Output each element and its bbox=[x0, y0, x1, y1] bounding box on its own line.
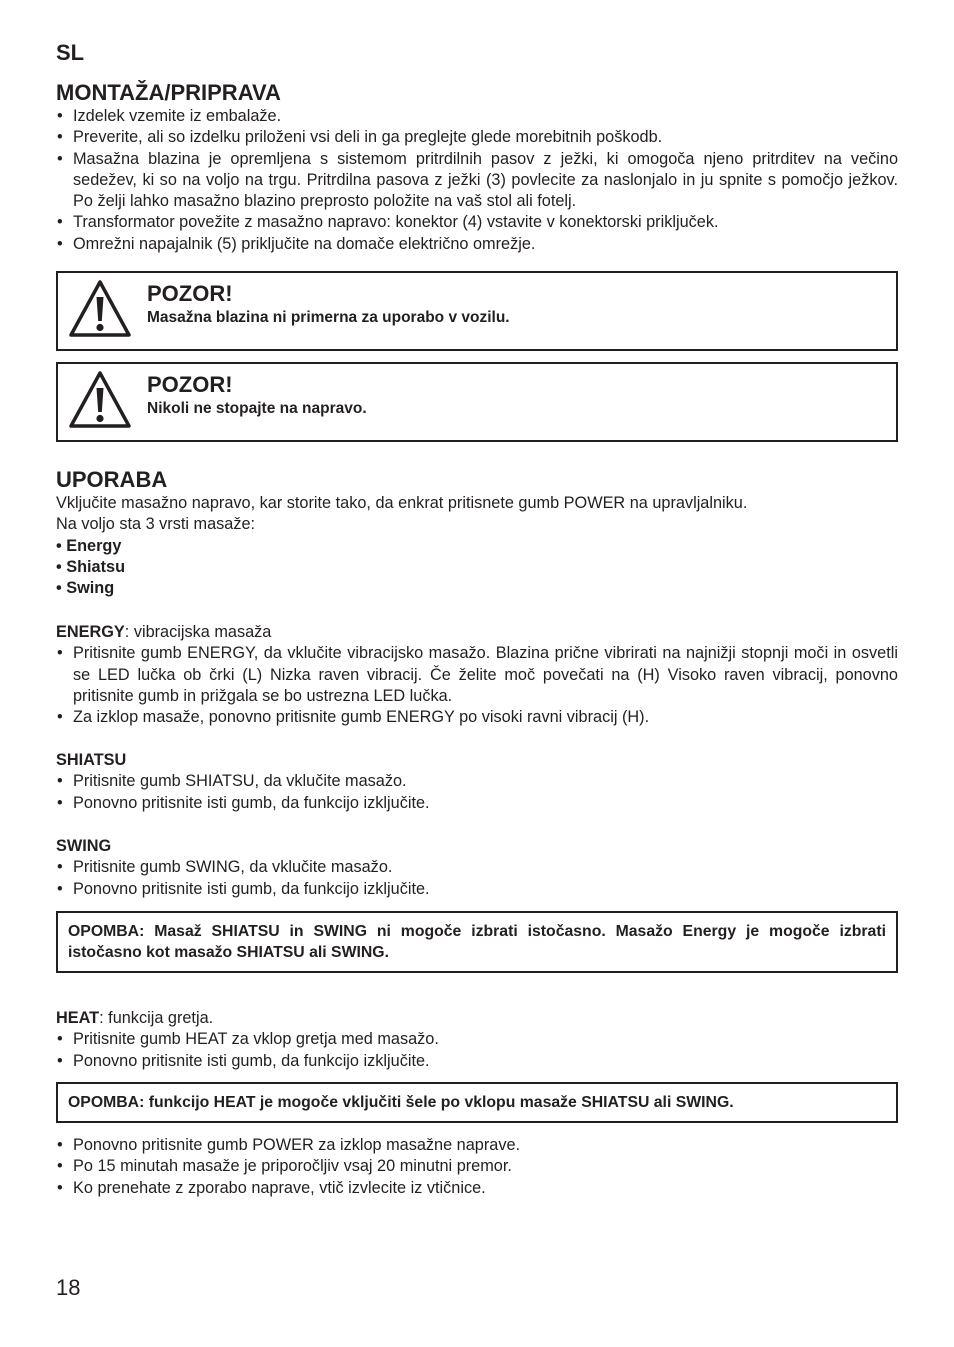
list-item: • Pritisnite gumb SWING, da vklučite masažo. bbox=[56, 857, 898, 878]
warning-triangle-icon bbox=[68, 279, 132, 339]
section-shiatsu bbox=[56, 750, 898, 814]
section-final bbox=[56, 1135, 898, 1199]
final-list bbox=[56, 1135, 898, 1199]
shiatsu-list bbox=[56, 771, 898, 814]
language-code: SL bbox=[56, 40, 85, 65]
energy-list bbox=[56, 643, 898, 728]
list-item: • Pritisnite gumb ENERGY, da vklučite vibracijsko masažo. Blazina prične vibrirati na najnižji stopnji moči in osvetli se LED lučka ob črki (L) Nizka raven vibracij. Če želite moč povečati na (H) Visoko raven vibracij, ponovno pritisnite gumb in prižgala se bo ustrezna LED lučka. bbox=[56, 643, 898, 707]
section-title-uporaba: UPORABA bbox=[56, 467, 168, 492]
heat-list bbox=[56, 1029, 898, 1072]
energy-desc: : vibracijska masaža bbox=[124, 623, 272, 641]
massage-type: • Swing bbox=[56, 579, 115, 598]
swing-list bbox=[56, 857, 898, 900]
note-box: OPOMBA: funkcijo HEAT je mogoče vključiti šele po vklopu masaže SHIATSU ali SWING. bbox=[56, 1082, 898, 1123]
section-swing bbox=[56, 836, 898, 900]
shiatsu-label: SHIATSU bbox=[56, 751, 127, 769]
section-heat bbox=[56, 1008, 898, 1072]
massage-type: • Shiatsu bbox=[56, 557, 126, 576]
uporaba-intro-types: Na voljo sta 3 vrsti masaže: bbox=[56, 515, 256, 534]
warning-box bbox=[56, 271, 898, 351]
section-title-montaza: MONTAŽA/PRIPRAVA bbox=[56, 80, 281, 105]
section-uporaba bbox=[56, 467, 898, 599]
note-box: OPOMBA: Masaž SHIATSU in SWING ni mogoče izbrati istočasno. Masažo Energy je mogoče izbrati istočasno kot masažo SHIATSU ali SWING. bbox=[56, 911, 898, 973]
heat-desc: : funkcija gretja. bbox=[99, 1009, 214, 1027]
heat-heading bbox=[56, 1008, 898, 1029]
section-energy bbox=[56, 622, 898, 728]
energy-label: ENERGY bbox=[56, 623, 125, 641]
warning-title: POZOR! bbox=[147, 281, 233, 306]
warning-box bbox=[56, 362, 898, 442]
list-item: • Pritisnite gumb HEAT za vklop gretja med masažo. bbox=[56, 1029, 898, 1050]
list-item: • Izdelek vzemite iz embalaže. bbox=[56, 106, 898, 127]
list-item: • Pritisnite gumb SHIATSU, da vklučite masažo. bbox=[56, 771, 898, 792]
uporaba-intro: Vključite masažno napravo, kar storite tako, da enkrat pritisnete gumb POWER na upravljalniku. bbox=[56, 494, 748, 512]
list-item: • Ponovno pritisnite gumb POWER za izklop masažne naprave. bbox=[56, 1135, 898, 1156]
warning-message: Masažna blazina ni primerna za uporabo v vozilu. bbox=[147, 309, 510, 326]
montaza-list bbox=[56, 106, 898, 255]
warning-triangle-icon bbox=[68, 370, 132, 430]
warning-message: Nikoli ne stopajte na napravo. bbox=[147, 400, 367, 417]
list-item: • Ponovno pritisnite isti gumb, da funkcijo izključite. bbox=[56, 793, 898, 814]
list-item: • Po 15 minutah masaže je priporočljiv vsaj 20 minutni premor. bbox=[56, 1156, 898, 1177]
list-item: • Ko prenehate z zporabo naprave, vtič izvlecite iz vtičnice. bbox=[56, 1178, 898, 1199]
list-item: • Ponovno pritisnite isti gumb, da funkcijo izključite. bbox=[56, 879, 898, 900]
list-item: • Ponovno pritisnite isti gumb, da funkcijo izključite. bbox=[56, 1051, 898, 1072]
massage-type: • Energy bbox=[56, 536, 122, 555]
list-item: • Omrežni napajalnik (5) priključite na domače električno omrežje. bbox=[56, 234, 898, 255]
section-montaza bbox=[56, 80, 898, 255]
heat-label: HEAT bbox=[56, 1009, 100, 1027]
energy-heading bbox=[56, 622, 898, 643]
warning-title: POZOR! bbox=[147, 372, 233, 397]
list-item: • Preverite, ali so izdelku priloženi vsi deli in ga preglejte glede morebitnih poškodb. bbox=[56, 127, 898, 148]
page-number: 18 bbox=[56, 1275, 81, 1300]
list-item: • Transformator povežite z masažno napravo: konektor (4) vstavite v konektorski priključek. bbox=[56, 212, 898, 233]
list-item: • Za izklop masaže, ponovno pritisnite gumb ENERGY po visoki ravni vibracij (H). bbox=[56, 707, 898, 728]
list-item: • Masažna blazina je opremljena s sistemom pritrdilnih pasov z ježki, ki omogoča njeno pritrditev na večino sedežev, ki so na voljo na trgu. Pritrdilna pasova z ježki (3) povlecite za naslonjalo in ju spnite s pomočjo ježkov. Po želji lahko masažno blazino preprosto položite na vaš stol ali fotelj. bbox=[56, 149, 898, 213]
swing-label: SWING bbox=[56, 837, 112, 855]
